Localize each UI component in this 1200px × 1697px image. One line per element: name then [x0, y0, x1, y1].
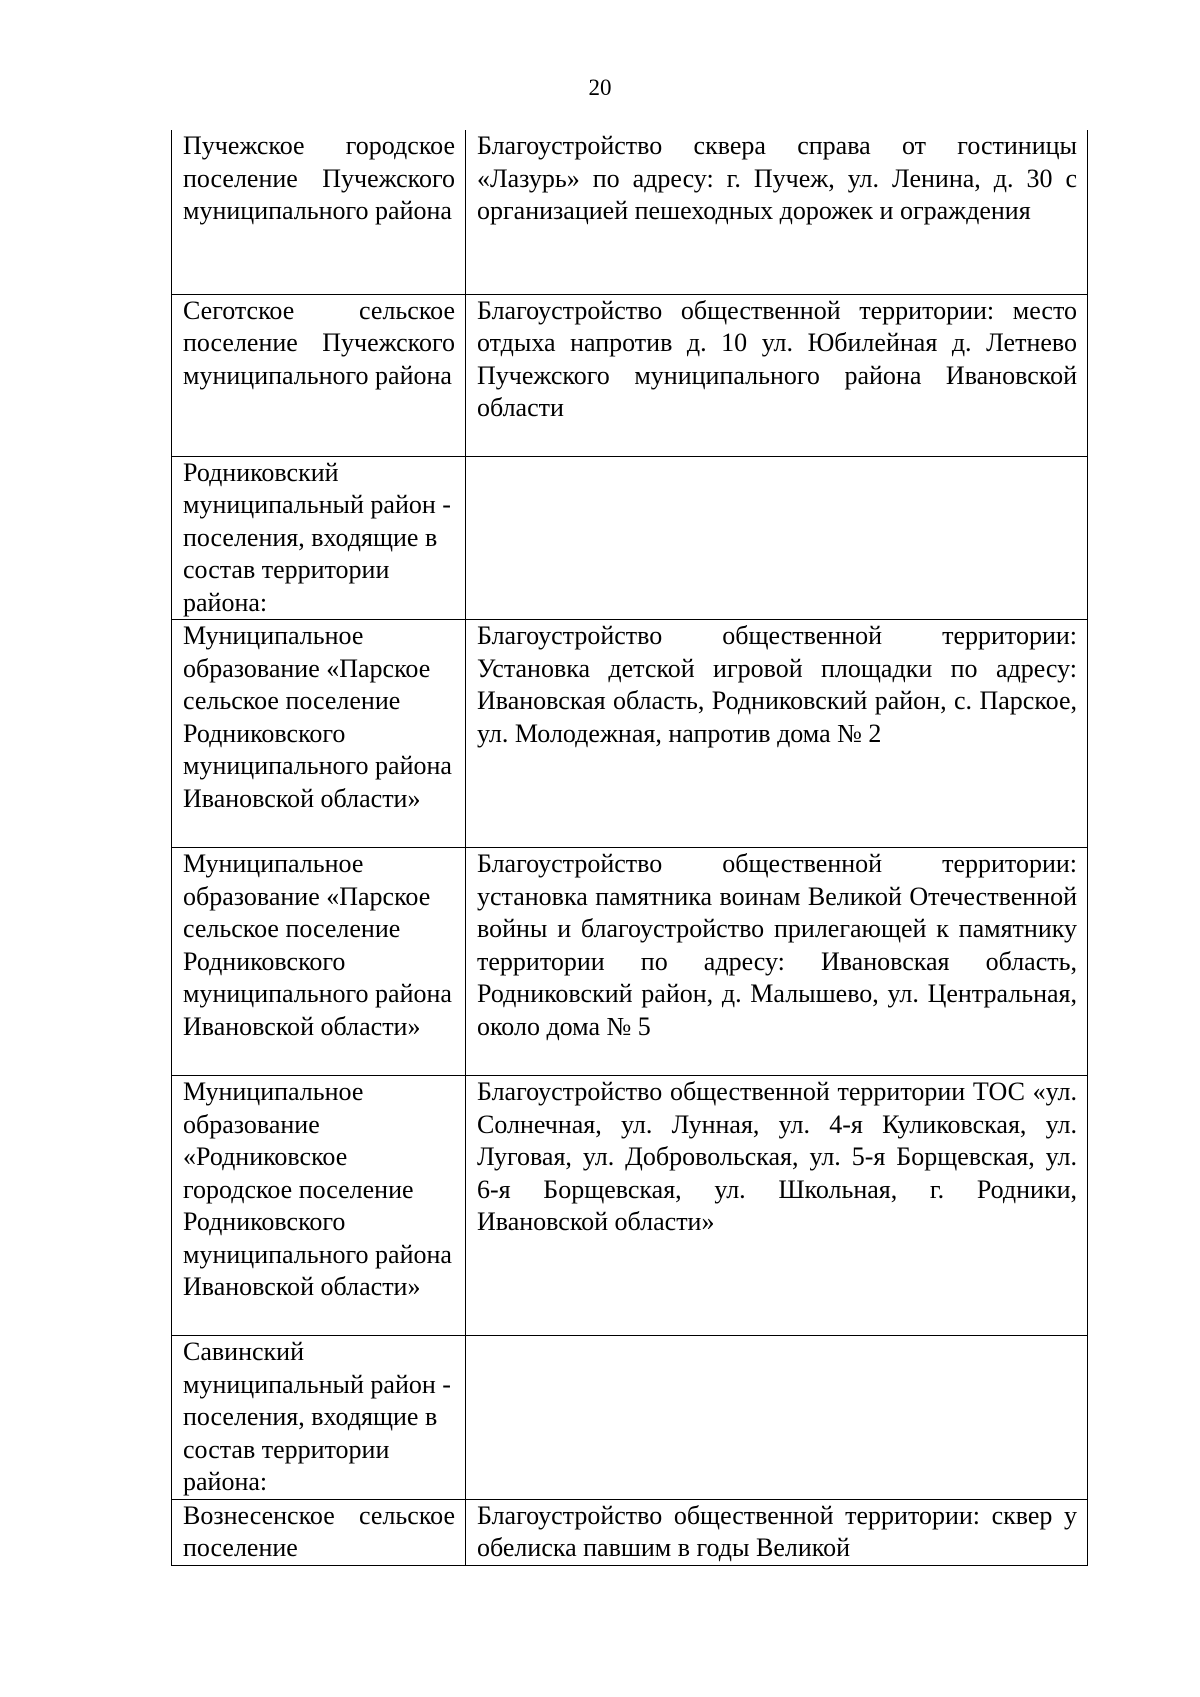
- description-cell: [466, 294, 1088, 456]
- table-row: [172, 130, 1088, 294]
- municipality-text: Вознесенское сельское поселение: [183, 1500, 455, 1562]
- municipality-cell: [172, 294, 466, 456]
- table-row: [172, 848, 1088, 1076]
- description-text: Благоустройство общественной территории: место отдыха напротив д. 10 ул. Юбилейная д. Летнево Пучежского муниципального района Ивановской области: [477, 295, 1077, 422]
- municipality-cell: [172, 848, 466, 1076]
- description-cell: [466, 1336, 1088, 1500]
- municipality-text: Сеготское сельское поселение Пучежского муниципального района: [183, 295, 455, 390]
- table-row: [172, 456, 1088, 620]
- description-cell: [466, 848, 1088, 1076]
- municipality-cell: [172, 1336, 466, 1500]
- municipality-cell: [172, 1499, 466, 1565]
- description-cell: [466, 130, 1088, 294]
- municipality-cell: [172, 620, 466, 848]
- municipality-cell: [172, 1076, 466, 1336]
- table-row: [172, 620, 1088, 848]
- description-text: Благоустройство общественной территории: Установка детской игровой площадки по адресу: Ивановская область, Родниковский район, с. Парское, ул. Молодежная, напротив дома № 2: [477, 621, 1077, 748]
- description-text: Благоустройство общественной территории: сквер у обелиска павшим в годы Великой: [477, 1500, 1077, 1562]
- municipality-text: Муниципальное образование «Парское сельское поселение Родниковского муниципального района Ивановской области»: [183, 621, 452, 813]
- municipality-text: Пучежское городское поселение Пучежского муниципального района: [183, 131, 455, 225]
- description-cell: [466, 620, 1088, 848]
- municipality-cell: [172, 130, 466, 294]
- objects-table: [171, 130, 1088, 1566]
- table-row: [172, 294, 1088, 456]
- municipality-text: Муниципальное образование «Парское сельское поселение Родниковского муниципального района Ивановской области»: [183, 849, 452, 1041]
- municipality-text: Савинский муниципальный район - поселения, входящие в состав территории района:: [183, 1337, 451, 1496]
- description-cell: [466, 456, 1088, 620]
- description-text: Благоустройство общественной территории ТОС «ул. Солнечная, ул. Лунная, ул. 4-я Куликовская, ул. Луговая, ул. Добровольская, ул. 5-я Борщевская, ул. 6-я Борщевская, ул. Школьная, г. Родники, Ивановской области»: [477, 1077, 1077, 1236]
- page-number: 20: [588, 75, 612, 100]
- description-cell: [466, 1499, 1088, 1565]
- description-cell: [466, 1076, 1088, 1336]
- description-text: Благоустройство сквера справа от гостиницы «Лазурь» по адресу: г. Пучеж, ул. Ленина, д. 30 с организацией пешеходных дорожек и ограждения: [477, 131, 1077, 225]
- municipality-text: Муниципальное образование «Родниковское городское поселение Родниковского муниципального района Ивановской области»: [183, 1077, 452, 1301]
- table-row: [172, 1499, 1088, 1565]
- municipality-text: Родниковский муниципальный район - поселения, входящие в состав территории района:: [183, 457, 451, 617]
- description-text: Благоустройство общественной территории: установка памятника воинам Великой Отечественной войны и благоустройство прилегающей к памятнику территории по адресу: Ивановская область, Родниковский район, д. Малышево, ул. Центральная, около дома № 5: [477, 849, 1077, 1041]
- municipality-cell: [172, 456, 466, 620]
- table-row: [172, 1076, 1088, 1336]
- table-row: [172, 1336, 1088, 1500]
